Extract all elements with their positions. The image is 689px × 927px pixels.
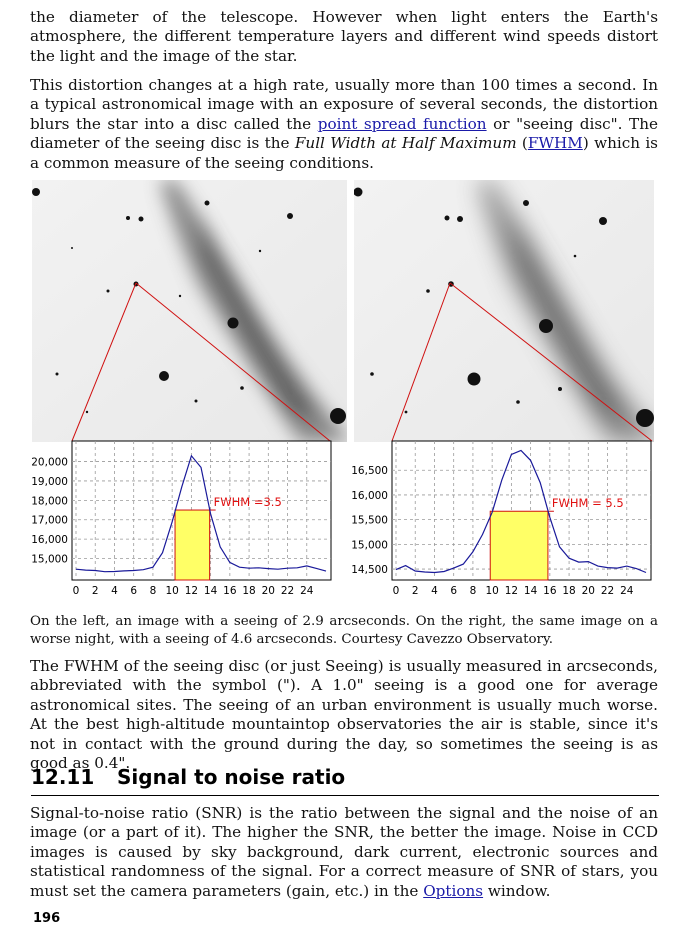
chart0-ytick-label: 18,000 xyxy=(31,495,68,508)
chart0-fwhm-region xyxy=(175,510,216,580)
options-link[interactable]: Options xyxy=(423,881,484,900)
chart0-fwhm-label: FWHM =3.5 xyxy=(213,495,282,510)
chart0-xtick-label: 14 xyxy=(203,585,218,597)
chart1-xtick-label: 12 xyxy=(504,585,519,597)
chart0-ytick-label: 19,000 xyxy=(31,475,68,488)
chart1-xtick-label: 4 xyxy=(431,585,438,597)
chart1-xtick-label: 16 xyxy=(543,585,557,597)
chart0-ytick-label: 16,000 xyxy=(31,534,68,547)
chart0-xtick-label: 16 xyxy=(223,585,237,597)
text-run: or "seeing disc". The diameter of the seeing disc is the xyxy=(30,114,658,153)
chart1-xtick-label: 10 xyxy=(485,585,499,597)
chart1-ytick-label: 16,000 xyxy=(351,489,388,502)
chart1-x-ticks xyxy=(393,585,634,597)
chart0-xtick-label: 12 xyxy=(184,585,199,597)
paragraph-distortion xyxy=(30,76,658,173)
chart1-xtick-label: 6 xyxy=(450,585,458,597)
chart0-xtick-label: 22 xyxy=(280,585,295,597)
chart1-y-ticks xyxy=(351,465,388,576)
left-profile-chart xyxy=(31,441,331,597)
chart0-xtick-label: 8 xyxy=(149,585,157,597)
chart0-ytick-label: 15,000 xyxy=(31,553,68,566)
paragraph-intro: the diameter of the telescope. However when light enters the Earth's atmosphere, the different temperature layers and different wind speeds distort the light and the image of the star. xyxy=(30,8,658,65)
section-heading xyxy=(31,765,659,796)
chart1-xtick-label: 22 xyxy=(600,585,615,597)
chart1-xtick-label: 14 xyxy=(523,585,538,597)
text-run: ( xyxy=(516,134,528,153)
chart1-xtick-label: 20 xyxy=(581,585,595,597)
seeing-comparison-figure xyxy=(0,176,689,597)
chart0-xtick-label: 18 xyxy=(242,585,256,597)
chart0-x-ticks xyxy=(73,585,314,597)
chart1-xtick-label: 2 xyxy=(411,585,419,597)
text-run: This distortion changes at a high rate, usually more than 100 times a second. In a typical astronomical image with an exposure of several seconds, the distortion blurs the star into a disc called the xyxy=(30,76,658,133)
italic-term: Full Width at Half Maximum xyxy=(294,134,517,153)
chart1-fwhm-box xyxy=(490,511,548,580)
chart0-ytick-label: 20,000 xyxy=(31,456,68,469)
chart1-ytick-label: 15,000 xyxy=(351,539,388,552)
chart0-xtick-label: 20 xyxy=(261,585,275,597)
section-number: 12.11 xyxy=(31,765,95,789)
page-number: 196 xyxy=(33,911,61,926)
right-star-image xyxy=(354,180,661,442)
text-run: Signal-to-noise ratio (SNR) is the ratio between the signal and the noise of an image (or a part of it). The higher the SNR, the better the image. Noise in CCD images is caused by sky background, dark current, electronic sources and statistical randomness of the signal. For a correct measure of SNR of stars, you must set the camera parameters (gain, etc.) in the xyxy=(30,804,658,900)
chart1-ytick-label: 16,500 xyxy=(351,465,388,478)
figure-caption: On the left, an image with a seeing of 2.9 arcseconds. On the right, the same image on a worse night, with a seeing of 4.6 arcseconds. Courtesy Cavezzo Observatory. xyxy=(30,614,658,647)
chart1-fwhm-region xyxy=(490,511,554,580)
chart1-ytick-label: 14,500 xyxy=(351,564,388,577)
chart0-xtick-label: 0 xyxy=(72,585,80,597)
chart0-xtick-label: 4 xyxy=(111,585,118,597)
paragraph-snr xyxy=(30,804,658,901)
chart0-xtick-label: 6 xyxy=(130,585,138,597)
right-profile-chart xyxy=(351,441,651,597)
chart1-xtick-label: 8 xyxy=(469,585,477,597)
left-star-image xyxy=(32,180,350,442)
chart1-fwhm-label: FWHM = 5.5 xyxy=(551,496,624,511)
chart1-ytick-label: 15,500 xyxy=(351,514,388,527)
section-title: Signal to noise ratio xyxy=(117,765,346,789)
chart0-fwhm-box xyxy=(175,510,210,580)
chart0-xtick-label: 24 xyxy=(300,585,314,597)
paragraph-fwhm-seeing: The FWHM of the seeing disc (or just Seeing) is usually measured in arcseconds, abbreviated with the symbol ("). A 1.0" seeing is a good one for average astronomical sites. The seeing of an urban environment is usually much worse. At the best high-altitude mountaintop observatories the air is stable, since it's not in contact with the ground during the day, so sometimes the seeing is as good as 0.4". xyxy=(30,657,658,773)
point-spread-function-link[interactable]: point spread function xyxy=(317,114,487,133)
text-run: ) which is a common measure of the seeing conditions. xyxy=(30,134,658,172)
chart0-y-ticks xyxy=(31,457,68,566)
fwhm-link[interactable]: FWHM xyxy=(527,134,583,153)
chart0-xtick-label: 10 xyxy=(165,585,179,597)
chart0-ytick-label: 17,000 xyxy=(31,514,68,527)
chart0-xtick-label: 2 xyxy=(91,585,99,597)
text-run: window. xyxy=(483,881,551,900)
chart1-xtick-label: 0 xyxy=(392,585,400,597)
chart1-xtick-label: 24 xyxy=(620,585,634,597)
chart1-xtick-label: 18 xyxy=(562,585,576,597)
